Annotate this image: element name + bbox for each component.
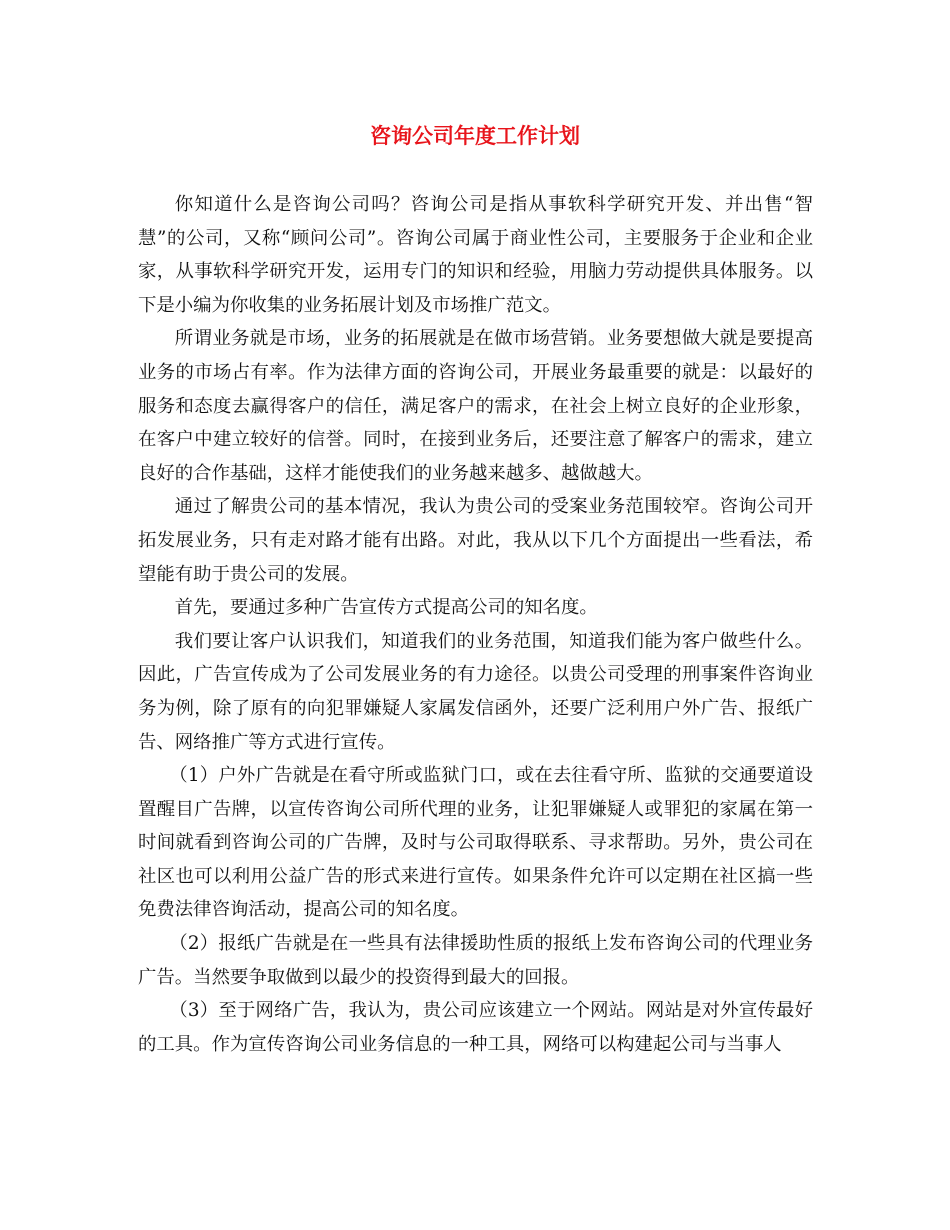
document-title: 咨询公司年度工作计划 — [370, 123, 580, 148]
paragraph-online-ads: （3）至于网络广告，我认为，贵公司应该建立一个网站。网站是对外宣传最好的工具。作为宣传咨询公司业务信息的一种工具，网络可以构建起公司与当事人 — [138, 1000, 813, 1055]
paragraph-company-situation: 通过了解贵公司的基本情况，我认为贵公司的受案业务范围较窄。咨询公司开拓发展业务，只有走对路才能有出路。对此，我从以下几个方面提出一些看法，希望能有助于贵公司的发展。 — [138, 496, 813, 585]
paragraph-intro: 你知道什么是咨询公司吗？咨询公司是指从事软科学研究开发、并出售“智慧”的公司，又称“顾问公司”。咨询公司属于商业性公司，主要服务于企业和企业家，从事软科学研究开发，运用专门的知识和经验，用脑力劳动提供具体服务。以下是小编为你收集的业务拓展计划及市场推广范文。 — [138, 194, 813, 316]
paragraph-advertising: 我们要让客户认识我们，知道我们的业务范围，知道我们能为客户做些什么。因此，广告宣传成为了公司发展业务的有力途径。以贵公司受理的刑事案件咨询业务为例，除了原有的向犯罪嫌疑人家属发信函外，还要广泛利用户外广告、报纸广告、网络推广等方式进行宣传。 — [138, 630, 813, 753]
paragraph-outdoor-ads: （1）户外广告就是在看守所或监狱门口，或在去往看守所、监狱的交通要道设置醒目广告牌，以宣传咨询公司所代理的业务，让犯罪嫌疑人或罪犯的家属在第一时间就看到咨询公司的广告牌，及时与公司取得联系、寻求帮助。另外，贵公司在社区也可以利用公益广告的形式来进行宣传。如果条件允许可以定期在社区搞一些免费法律咨询活动，提高公司的知名度。 — [138, 765, 813, 921]
document-body — [138, 188, 813, 1061]
paragraph-newspaper-ads: （2）报纸广告就是在一些具有法律援助性质的报纸上发布咨询公司的代理业务广告。当然要争取做到以最少的投资得到最大的回报。 — [138, 933, 813, 988]
paragraph-business-market: 所谓业务就是市场，业务的拓展就是在做市场营销。业务要想做大就是要提高业务的市场占有率。作为法律方面的咨询公司，开展业务最重要的就是：以最好的服务和态度去赢得客户的信任，满足客户的需求，在社会上树立良好的企业形象，在客户中建立较好的信誉。同时，在接到业务后，还要注意了解客户的需求，建立良好的合作基础，这样才能使我们的业务越来越多、越做越大。 — [138, 328, 813, 484]
paragraph-first-point: 首先，要通过多种广告宣传方式提高公司的知名度。 — [174, 597, 598, 619]
